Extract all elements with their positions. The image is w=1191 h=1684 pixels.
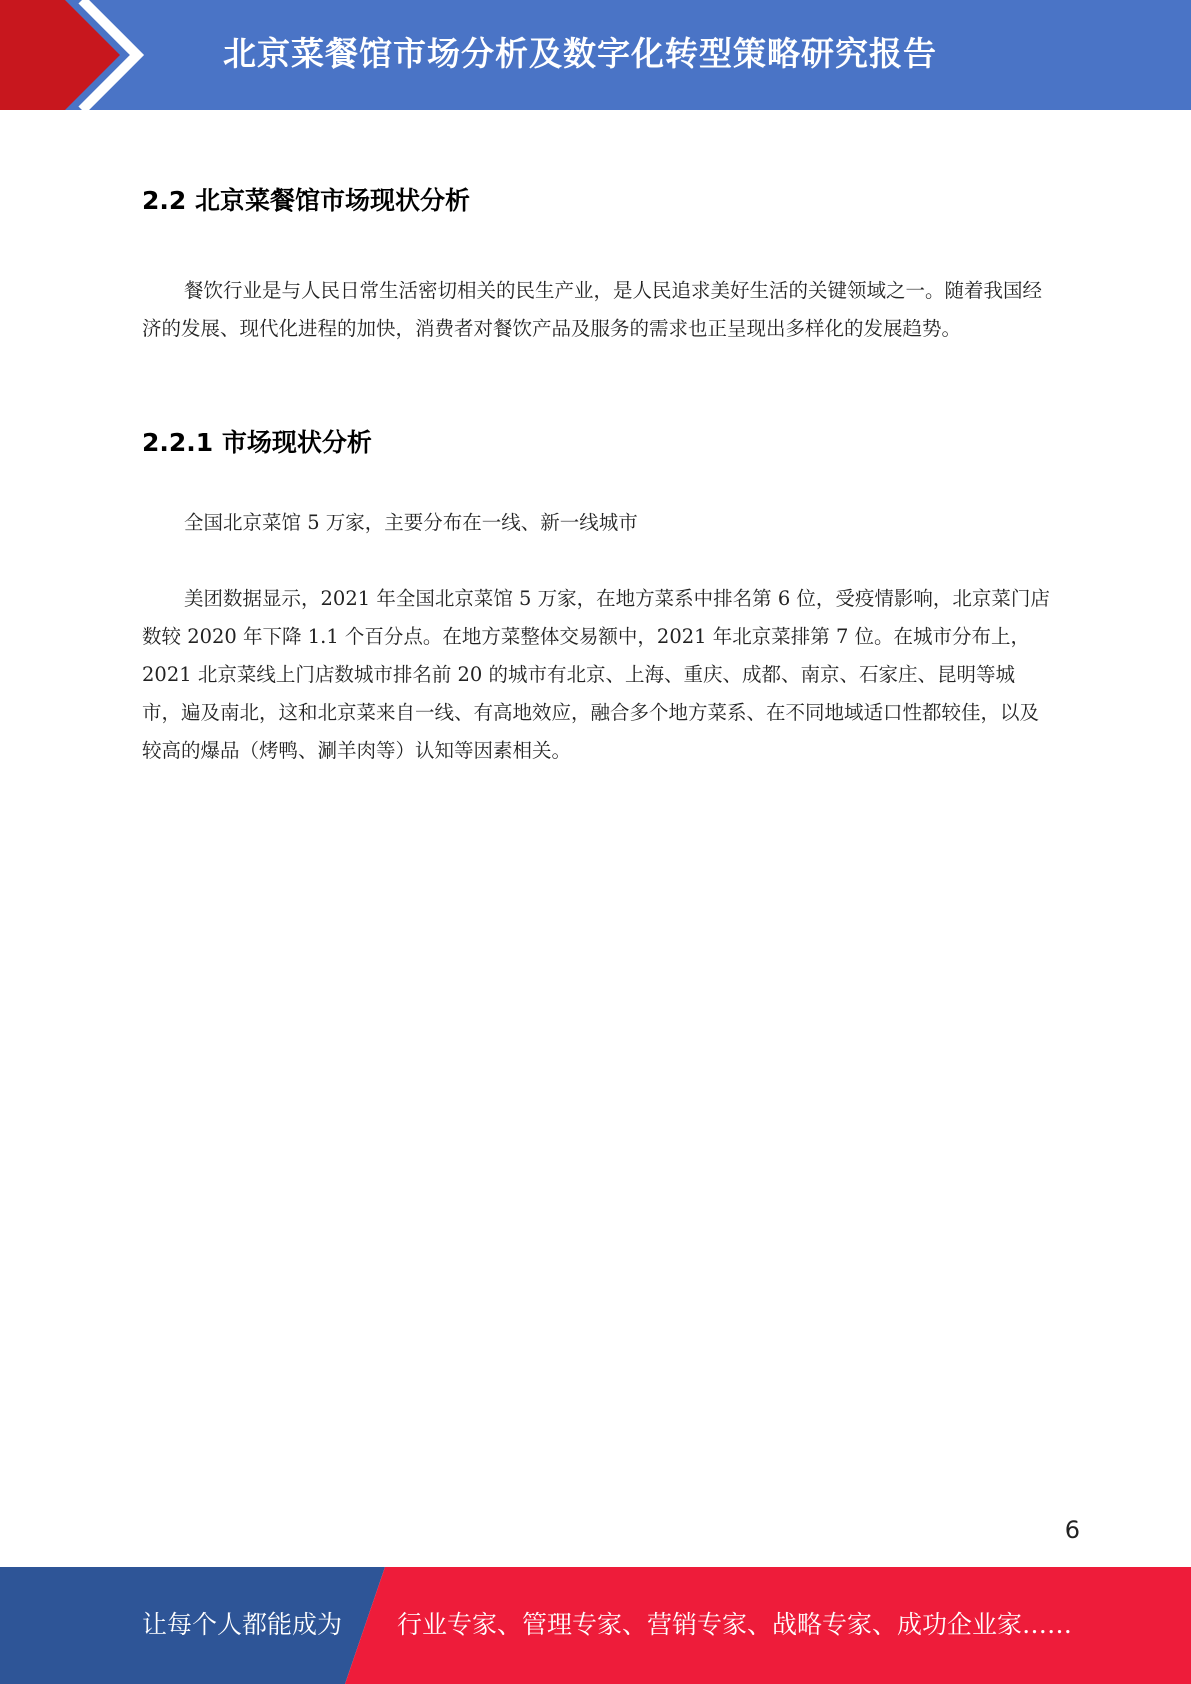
footer-slogan-left: 让每个人都能成为 bbox=[142, 1610, 343, 1639]
page-number: 6 bbox=[1064, 1516, 1080, 1544]
subsection-heading: 2.2.1 市场现状分析 bbox=[142, 428, 372, 457]
footer-band bbox=[0, 1567, 1191, 1684]
section-heading: 2.2 北京菜餐馆市场现状分析 bbox=[142, 186, 470, 215]
footer-slogan-right: 行业专家、管理专家、营销专家、战略专家、成功企业家…… bbox=[397, 1610, 1073, 1639]
header-band bbox=[0, 0, 1191, 110]
subsection-lead-paragraph: 全国北京菜馆 5 万家，主要分布在一线、新一线城市 bbox=[184, 511, 638, 534]
header-chevron-icon bbox=[0, 0, 160, 110]
subsection-body-paragraph: 美团数据显示，2021 年全国北京菜馆 5 万家，在地方菜系中排名第 6 位，受疫情影响，北京菜门店数较 2020 年下降 1.1 个百分点。在地方菜整体交易额中，2021 年北京菜排第 7 位。在城市分布上，2021 北京菜线上门店数城市排名前 20 的城市有北京、上海、重庆、成都、南京、石家庄、昆明等城市，遍及南北，这和北京菜来自一线、有高地效应，融合多个地方菜系、在不同地域适口性都较佳，以及较高的爆品（烤鸭、涮羊肉等）认知等因素相关。 bbox=[142, 587, 1050, 762]
report-title: 北京菜餐馆市场分析及数字化转型策略研究报告 bbox=[223, 34, 937, 73]
section-intro-paragraph: 餐饮行业是与人民日常生活密切相关的民生产业，是人民追求美好生活的关键领域之一。随着我国经济的发展、现代化进程的加快，消费者对餐饮产品及服务的需求也正呈现出多样化的发展趋势。 bbox=[142, 279, 1043, 340]
